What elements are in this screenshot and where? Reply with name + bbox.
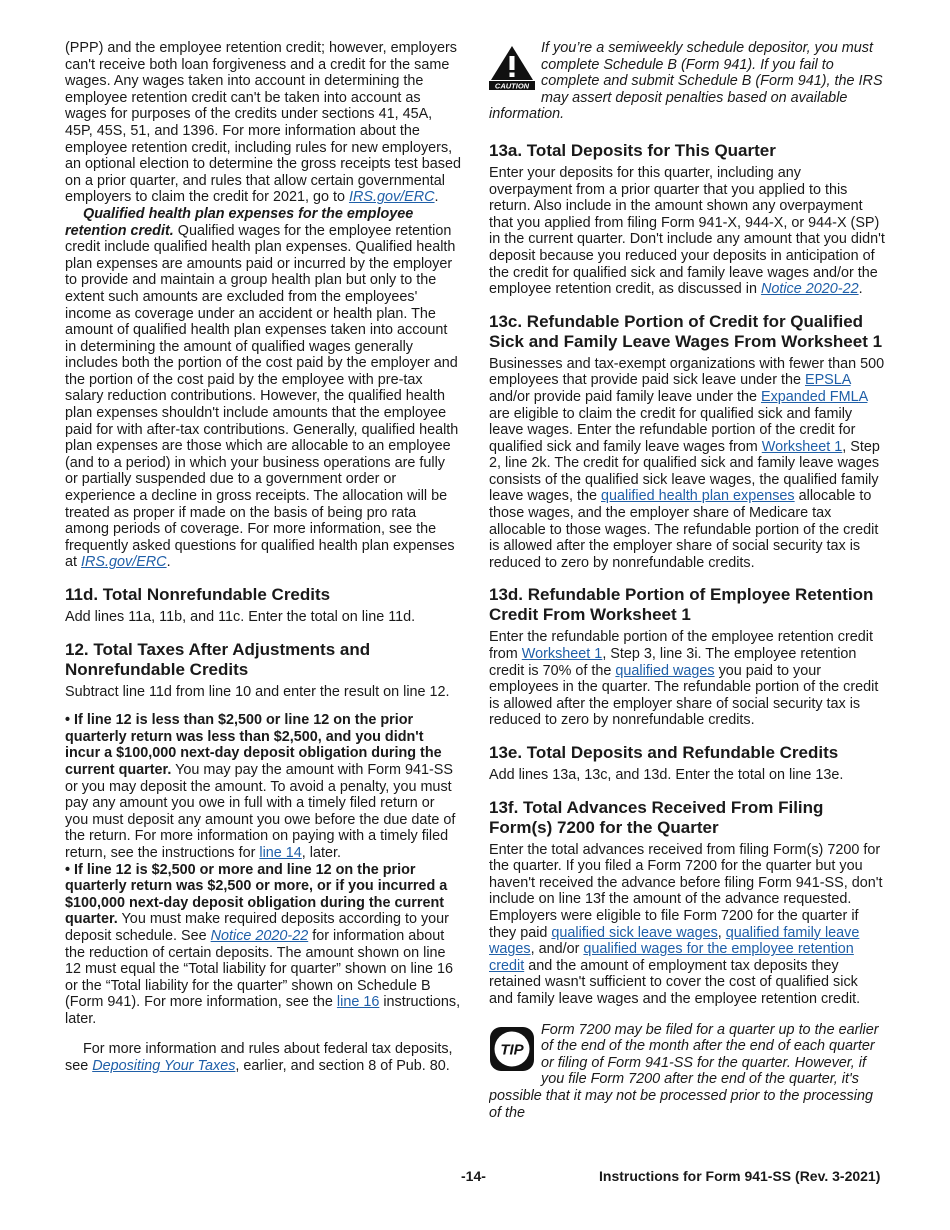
paragraph-lead-heading: Qualified health plan expenses for the employee retention credit.: [65, 205, 414, 239]
tip-icon: [489, 1026, 535, 1072]
line-16-link[interactable]: line 16: [336, 994, 380, 1011]
heading-13a: 13a. Total Deposits for This Quarter: [489, 140, 776, 160]
qualified-health-plan-expenses-link[interactable]: qualified health plan expenses: [601, 488, 795, 505]
worksheet-1-link[interactable]: Worksheet 1: [761, 438, 843, 455]
qualified-sick-leave-wages-link[interactable]: qualified sick leave wages: [551, 924, 718, 941]
paragraph-12: Subtract line 11d from line 10 and enter the result on line 12.: [65, 683, 450, 700]
caution-note: [489, 40, 885, 123]
depositing-your-taxes-link[interactable]: Depositing Your Taxes: [92, 1058, 236, 1075]
paragraph-13a: Enter your deposits for this quarter, including any overpayment from a prior quarter that you applied to this return. Also include in the amount shown any overpayment that you applied from filing Form 941-X, 944-X, or 944-X (SP) in the current quarter. Don't include any amount that you didn't deposit because you reduced your deposits in anticipation of the credit for qualified sick and family leave wages and/or the employee retention credit, as discussed in Notice 2020-22.: [489, 164, 885, 298]
irs-erc-link-2[interactable]: IRS.gov/ERC: [81, 554, 167, 571]
qualified-health-plan-paragraph: Qualified health plan expenses for the employee retention credit. Qualified wages for the employee retention credit include qualified health plan expenses. Qualified health plan expenses are amounts paid or incurred by the employer to provide and maintain a group health plan but only to the extent such amounts are excluded from the employees' income as coverage under an accident or health plan. The amount of qualified health plan expenses taken into account in determining the amount of qualified wages generally includes both the portion of the cost paid by the employer and the portion of the cost paid by the employee with pre-tax salary reduction contributions. However, the qualified health plan expenses shouldn't include amounts that the employee paid for with after-tax contributions. Generally, qualified health plan expenses are those which are allocable to an employee (and to a period) in which your business operations are fully or partially suspended due to a government order or experience a decline in gross receipts. The allocation will be treated as proper if made on the basis of being pro rata among periods of coverage. For more information, see the frequently asked questions for qualified health plan expenses at IRS.gov/ERC.: [65, 205, 459, 571]
line-14-link[interactable]: line 14: [259, 844, 302, 861]
bullet-marker: •: [65, 861, 71, 878]
bullet-2500-or-more: • If line 12 is $2,500 or more and line 12 on the prior quarterly return was $2,500 or more, or if you incurred a $100,000 next-day deposit obligation during the current quarter. You must make required deposits according to your deposit schedule. See Notice 2020-22 for information about the reduction of certain deposits. The amount shown on line 12 must equal the “Total liability for quarter” shown on line 16 or the “Total liability for the quarter” shown on Schedule B (Form 941). For more information, see the line 16 instructions, later.: [65, 861, 461, 1027]
expanded-fmla-link[interactable]: Expanded FMLA: [761, 388, 868, 405]
paragraph-13e: Add lines 13a, 13c, and 13d. Enter the total on line 13e.: [489, 767, 844, 783]
heading-13f: 13f. Total Advances Received From Filing Form(s) 7200 for the Quarter: [489, 797, 824, 837]
tip-text: Form 7200 may be filed for a quarter up to the earlier of the end of the month after the end of each quarter or filing of Form 941-SS for the quarter. However, if you file Form 7200 after the end of the quarter, it's possible that it may not be processed prior to the processing of the: [489, 1021, 879, 1121]
notice-2020-22-link[interactable]: Notice 2020-22: [210, 927, 309, 944]
heading-12: 12. Total Taxes After Adjustments and Nonrefundable Credits: [65, 639, 371, 679]
paragraph-13d: Enter the refundable portion of the employee retention credit from Worksheet 1, Step 3, line 3i. The employee retention credit is 70% of the qualified wages you paid to your employees in the quarter. The refundable portion of the credit is allowed after the employer share of social security tax is reduced to zero by nonrefundable credits.: [489, 629, 879, 729]
epsla-link[interactable]: EPSLA: [804, 372, 851, 389]
qualified-wages-erc-link[interactable]: qualified wages for the employee retention credit: [489, 941, 854, 974]
caution-label: CAUTION: [494, 81, 530, 90]
bullet-under-2500: • If line 12 is less than $2,500 or line 12 on the prior quarterly return was less than $2,500, and you didn't incur a $100,000 next-day deposit obligation during the current quarter. You may pay the amount with Form 941-SS or you may deposit the amount. To avoid a penalty, you must pay any amount you owe in full with a timely filed return or you must deposit any amount you owe before the due date of the return. For more information on paying with a timely filed return, see the instructions for line 14, later.: [65, 712, 456, 861]
paragraph-13f: Enter the total advances received from filing Form(s) 7200 for the quarter. If you filed a Form 7200 for the quarter but you haven't received the advance before filing Form 941-SS, don't include on line 13f the amount of the advance requested. Employers were eligible to file Form 7200 for the quarter if they paid qualified sick leave wages, qualified family leave wages, and/or qualified wages for the employee retention credit and the amount of employment tax deposits they retained wasn't sufficient to cover the cost of qualified sick and family leave wages and the employee retention credit.: [489, 841, 883, 1007]
heading-13d: 13d. Refundable Portion of Employee Retention Credit From Worksheet 1: [489, 585, 874, 625]
heading-11d: 11d. Total Nonrefundable Credits: [65, 585, 331, 604]
tip-label: TIP: [500, 1041, 524, 1059]
heading-13c: 13c. Refundable Portion of Credit for Qualified Sick and Family Leave Wages From Worksheet 1: [489, 311, 883, 351]
paragraph-13c: Businesses and tax-exempt organizations with fewer than 500 employees that provide paid sick leave under the EPSLA and/or provide paid family leave under the Expanded FMLA are eligible to claim the credit for qualified sick and family leave wages. Enter the refundable portion of the credit for qualified sick and family leave wages from Worksheet 1, Step 2, line 2k. The credit for qualified sick and family leave wages consists of the qualified sick leave wages, the qualified family leave wages, the qualified health plan expenses allocable to those wages, and the employer share of Medicare tax allocable to those wages. The refundable portion of the credit is allowed after the employer share of social security tax is reduced to zero by nonrefundable credits.: [489, 355, 885, 571]
federal-deposits-paragraph: For more information and rules about federal tax deposits, see Depositing Your Taxes, earlier, and section 8 of Pub. 80.: [65, 1041, 453, 1075]
worksheet-1-link-2[interactable]: Worksheet 1: [521, 646, 603, 663]
caution-text: If you’re a semiweekly schedule depositor, you must complete Schedule B (Form 941). If you fail to complete and submit Schedule B (Form 941), the IRS may assert deposit penalties based on available information.: [489, 40, 883, 123]
page-number: -14-: [461, 1168, 486, 1184]
caution-icon: [489, 44, 535, 90]
erc-continuation-paragraph: (PPP) and the employee retention credit; however, employers can't receive both loan forgiveness and a credit for the same wages. Any wages taken into account in determining the employee retention credit can't be taken into account as wages for purposes of the credits under sections 41, 45A, 45P, 45S, 51, and 1396. For more information about the employee retention credit, including rules for new employers, an optional election to determine the gross receipts test based on a prior quarter, and rules that allow certain governmental employers to claim the credit for 2021, go to IRS.gov/ERC.: [65, 40, 461, 206]
qualified-wages-link[interactable]: qualified wages: [615, 662, 715, 679]
tip-note: [489, 1022, 885, 1122]
qualified-family-leave-wages-link[interactable]: qualified family leave wages: [489, 924, 860, 958]
bullet-marker: •: [65, 712, 71, 729]
left-column: [65, 40, 461, 1075]
heading-13e: 13e. Total Deposits and Refundable Credits: [489, 743, 839, 762]
notice-2020-22-link-2[interactable]: Notice 2020-22: [760, 281, 859, 298]
irs-erc-link[interactable]: IRS.gov/ERC: [348, 189, 435, 206]
right-column: [489, 40, 885, 1121]
document-title: Instructions for Form 941-SS (Rev. 3-2021): [599, 1168, 881, 1184]
paragraph-11d: Add lines 11a, 11b, and 11c. Enter the total on line 11d.: [65, 609, 416, 625]
